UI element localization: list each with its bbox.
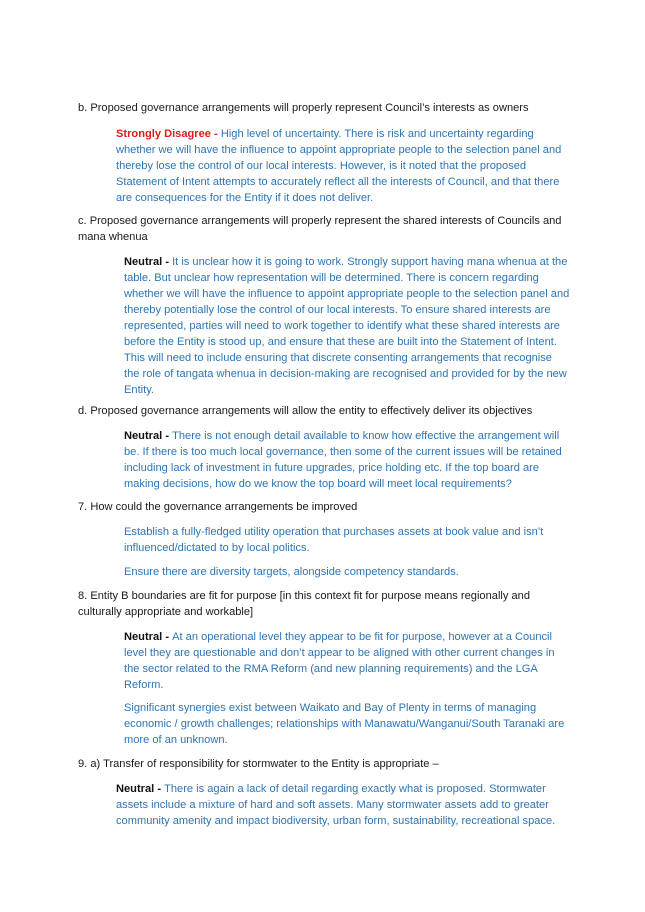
rating-label: Neutral [124,631,163,643]
question-8: 8. Entity B boundaries are fit for purpose [in this context fit for purpose means regionally and culturally appropriate and workable] [78,590,531,618]
question-d: d. Proposed governance arrangements will allow the entity to effectively deliver its objectives [78,405,533,417]
response-d: Neutral - There is not enough detail available to know how effective the arrangement will be. If there is too much local governance, then some of the current issues will be retained including lack of investment in future upgrades, price holding etc. If the top board are making decisions, how do we know the top board will meet local requirements? [124,430,562,490]
response-text: It is unclear how it is going to work. Strongly support having mana whenua at the table. But unclear how representation will be determined. There is concern regarding whether we will have the influence to appoint appropriate people to the selection panel and thereby potentially lose the control of our local interests. To ensure shared interests are represented, parties will need to work together to identify what these shared interests are before the Entity is stood up, and ensure that these are built into the Statement of Intent. This will need to include ensuring that discrete consenting arrangements that recognise the role of tangata whenua in decision-making are recognised and provided for by the new Entity. [124,256,570,396]
response-text: There is again a lack of detail regarding exactly what is proposed. Stormwater assets include a mixture of hard and soft assets. Many stormwater assets add to greater community amenity and impact biodiversity, urban form, sustainability, recreational space. [116,783,556,827]
response-8: Neutral - At an operational level they appear to be fit for purpose, however at a Council level they are questionable and don’t appear to be aligned with other current changes in the sector related to the RMA Reform (and new planning requirements) and the LGA Reform. [124,631,555,691]
response-text: There is not enough detail available to know how effective the arrangement will be. If there is too much local governance, then some of the current issues will be retained including lack of investment in future upgrades, price holding etc. If the top board are making decisions, how do we know the top board will meet local requirements? [124,430,562,490]
rating-label: Neutral [116,783,155,795]
response-7-paragraph-2: Ensure there are diversity targets, alongside competency standards. [124,566,459,578]
question-9a: 9. a) Transfer of responsibility for stormwater to the Entity is appropriate – [78,758,439,770]
rating-label: Neutral [124,256,163,268]
response-c: Neutral - It is unclear how it is going to work. Strongly support having mana whenua at the table. But unclear how representation will be determined. There is concern regarding whether we will have the influence to appoint appropriate people to the selection panel and thereby potentially lose the control of our local interests. To ensure shared interests are represented, parties will need to work together to identify what these shared interests are before the Entity is stood up, and ensure that these are built into the Statement of Intent. This will need to include ensuring that discrete consenting arrangements that recognise the role of tangata whenua in decision-making are recognised and provided for by the new Entity. [124,256,570,396]
response-8-extra: Significant synergies exist between Waikato and Bay of Plenty in terms of managing economic / growth challenges; relationships with Manawatu/Wanganui/South Taranaki are more of an unknown. [124,702,565,746]
question-7: 7. How could the governance arrangements be improved [78,501,358,513]
response-text: High level of uncertainty. There is risk and uncertainty regarding whether we will have the influence to appoint appropriate people to the selection panel and thereby lose the control of our local interests. However, is it noted that the proposed Statement of Intent attempts to accurately reflect all the interests of Council, and that there are consequences for the Entity if it does not deliver. [116,128,562,204]
response-text: At an operational level they appear to be fit for purpose, however at a Council level they are questionable and don’t appear to be aligned with other current changes in the sector related to the RMA Reform (and new planning requirements) and the LGA Reform. [124,631,555,691]
question-b: b. Proposed governance arrangements will properly represent Council’s interests as owners [78,102,529,114]
response-9a: Neutral - There is again a lack of detail regarding exactly what is proposed. Stormwater assets include a mixture of hard and soft assets. Many stormwater assets add to greater community amenity and impact biodiversity, urban form, sustainability, recreational space. [116,783,556,827]
question-c: c. Proposed governance arrangements will properly represent the shared interests of Councils and mana whenua [78,215,562,243]
rating-label: Strongly Disagree [116,128,211,140]
response-b: Strongly Disagree - High level of uncertainty. There is risk and uncertainty regarding whether we will have the influence to appoint appropriate people to the selection panel and thereby lose the control of our local interests. However, is it noted that the proposed Statement of Intent attempts to accurately reflect all the interests of Council, and that there are consequences for the Entity if it does not deliver. [116,128,562,204]
response-7-paragraph-1: Establish a fully-fledged utility operation that purchases assets at book value and isn’t influenced/dictated to by local politics. [124,526,544,554]
rating-label: Neutral [124,430,163,442]
